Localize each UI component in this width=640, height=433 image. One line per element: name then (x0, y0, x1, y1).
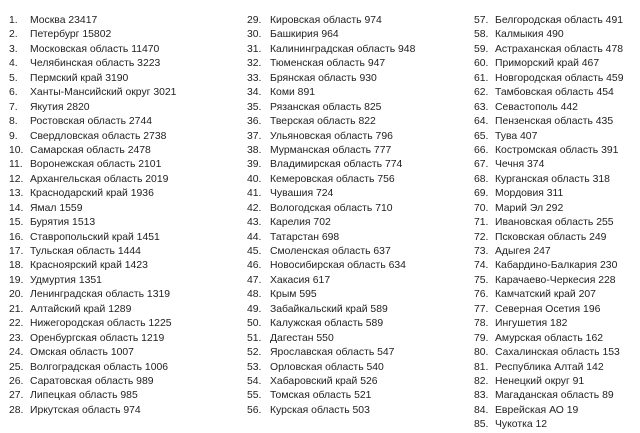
list-item (474, 101, 640, 115)
list-item-number: 59. (474, 43, 489, 55)
list-item (247, 101, 472, 115)
list-item (247, 202, 472, 216)
list-item-number: 75. (474, 274, 489, 286)
list-item-text: Ростовская область 2744 (30, 116, 153, 128)
list-item (9, 375, 239, 389)
list-item-text: Белгородская область 491 (495, 15, 624, 26)
list-item-text: Ульяновская область 796 (270, 130, 393, 142)
list-item-number: 36. (247, 116, 262, 128)
list-item (9, 317, 239, 331)
list-item (9, 288, 239, 302)
list-item-number: 81. (474, 361, 489, 373)
list-item-text: Омская область 1007 (30, 347, 134, 359)
list-item (474, 389, 640, 403)
list-item-number: 17. (9, 246, 24, 257)
ranking-column-1 (9, 14, 239, 418)
list-item (247, 130, 472, 144)
list-item-text: Тамбовская область 454 (495, 87, 614, 99)
list-item-number: 9. (9, 130, 18, 142)
list-item-number: 71. (474, 217, 489, 229)
list-item-text: Республика Алтай 142 (495, 361, 604, 373)
list-item-number: 47. (247, 274, 262, 286)
list-item-text: Хабаровский край 526 (270, 375, 378, 387)
list-item-text: Брянская область 930 (270, 72, 377, 84)
list-item (9, 259, 239, 273)
list-item-text: Рязанская область 825 (270, 101, 382, 113)
list-item-number: 68. (474, 173, 489, 185)
list-item-text: Удмуртия 1351 (30, 274, 102, 286)
list-item-number: 82. (474, 375, 489, 387)
list-item (247, 332, 472, 346)
list-item-number: 80. (474, 347, 489, 359)
list-item-number: 12. (9, 173, 24, 185)
list-item-text: Курганская область 318 (495, 173, 610, 185)
list-item-number: 22. (9, 318, 24, 330)
list-item-number: 84. (474, 404, 489, 416)
list-item-number: 64. (474, 116, 489, 128)
list-item-number: 78. (474, 318, 489, 330)
list-item-text: Камчатский край 207 (495, 289, 596, 301)
list-item-number: 70. (474, 202, 489, 214)
list-item (9, 346, 239, 360)
list-item-number: 4. (9, 58, 18, 70)
list-item (9, 115, 239, 129)
list-item (474, 346, 640, 360)
list-item (247, 187, 472, 201)
list-item-number: 51. (247, 332, 262, 344)
list-item-text: Якутия 2820 (30, 101, 90, 113)
list-item-text: Новосибирская область 634 (270, 260, 406, 272)
list-item-text: Вологодская область 710 (270, 202, 393, 214)
list-item-text: Марий Эл 292 (495, 202, 564, 214)
list-item (247, 404, 472, 418)
list-item-number: 56. (247, 404, 262, 416)
list-item-text: Карачаево-Черкесия 228 (495, 274, 616, 286)
list-item-number: 30. (247, 29, 262, 41)
list-item-number: 15. (9, 217, 24, 229)
list-item-text: Сахалинская область 153 (495, 347, 620, 359)
list-item (9, 404, 239, 418)
list-item (247, 43, 472, 57)
list-item (474, 418, 640, 432)
list-item-number: 18. (9, 260, 24, 272)
list-item-number: 57. (474, 15, 489, 26)
list-item-number: 11. (9, 159, 23, 171)
list-item (9, 389, 239, 403)
list-item-number: 77. (474, 303, 489, 315)
list-item-text: Новгородская область 459 (495, 72, 624, 84)
list-item-number: 38. (247, 144, 262, 156)
list-item (247, 144, 472, 158)
list-item-number: 67. (474, 159, 489, 171)
list-item (247, 216, 472, 230)
list-item (474, 202, 640, 216)
list-item-number: 3. (9, 43, 18, 55)
list-item-number: 53. (247, 361, 262, 373)
list-item-text: Севастополь 442 (495, 101, 578, 113)
list-item-number: 27. (9, 390, 24, 402)
list-item-text: Петербург 15802 (30, 29, 112, 41)
list-item (9, 101, 239, 115)
list-item-text: Тверская область 822 (270, 116, 376, 128)
list-item-number: 66. (474, 144, 489, 156)
list-item-number: 21. (9, 303, 24, 315)
list-item (9, 303, 239, 317)
ranking-column-2 (247, 14, 472, 418)
list-item-number: 44. (247, 231, 262, 243)
list-item-text: Липецкая область 985 (30, 390, 138, 402)
list-item (474, 86, 640, 100)
list-item (474, 158, 640, 172)
list-item-text: Адыгея 247 (495, 246, 551, 257)
list-item (9, 158, 239, 172)
list-item-text: Иркутская область 974 (30, 404, 141, 416)
list-item (247, 28, 472, 42)
list-item-text: Мурманская область 777 (270, 144, 392, 156)
list-item-text: Самарская область 2478 (30, 144, 151, 156)
list-item-number: 25. (9, 361, 24, 373)
list-item-number: 5. (9, 72, 18, 84)
list-item (9, 216, 239, 230)
list-item-number: 37. (247, 130, 262, 142)
list-item-number: 50. (247, 318, 262, 330)
list-item-text: Тюменская область 947 (270, 58, 386, 70)
list-item (474, 303, 640, 317)
ranking-column-3 (474, 14, 640, 433)
list-item-text: Красноярский край 1423 (30, 260, 148, 272)
list-item (474, 43, 640, 57)
list-item-number: 40. (247, 173, 262, 185)
list-item-text: Карелия 702 (270, 217, 331, 229)
list-item-number: 69. (474, 188, 489, 200)
list-item-text: Томская область 521 (270, 390, 372, 402)
list-item (474, 173, 640, 187)
list-item-text: Свердловская область 2738 (30, 130, 167, 142)
list-item-number: 39. (247, 159, 262, 171)
list-item-text: Дагестан 550 (270, 332, 334, 344)
list-item-number: 24. (9, 347, 24, 359)
list-item (247, 288, 472, 302)
list-item (9, 245, 239, 259)
list-item-text: Московская область 11470 (30, 43, 160, 55)
list-item (474, 375, 640, 389)
list-item-text: Северная Осетия 196 (495, 303, 601, 315)
list-item-number: 85. (474, 419, 489, 431)
list-item-number: 54. (247, 375, 262, 387)
list-item-text: Ингушетия 182 (495, 318, 568, 330)
list-item-number: 72. (474, 231, 489, 243)
list-item (247, 361, 472, 375)
list-item-number: 60. (474, 58, 489, 70)
list-item (474, 332, 640, 346)
list-item-number: 35. (247, 101, 262, 113)
list-item (9, 173, 239, 187)
list-item-text: Приморский край 467 (495, 58, 600, 70)
list-item (9, 14, 239, 28)
list-item-number: 76. (474, 289, 489, 301)
list-item (9, 72, 239, 86)
list-item-text: Коми 891 (270, 87, 316, 99)
list-item-number: 48. (247, 289, 262, 301)
list-item-text: Чукотка 12 (495, 419, 548, 431)
list-item (474, 130, 640, 144)
list-item-number: 63. (474, 101, 489, 113)
list-item-number: 29. (247, 15, 262, 26)
list-item (474, 317, 640, 331)
list-item (247, 375, 472, 389)
list-item (474, 245, 640, 259)
list-item-text: Ивановская область 255 (495, 217, 614, 229)
list-item (247, 86, 472, 100)
list-item-text: Забайкальский край 589 (270, 303, 388, 315)
list-item (9, 274, 239, 288)
list-item-text: Алтайский край 1289 (30, 303, 132, 315)
list-item-number: 8. (9, 116, 18, 128)
list-item (9, 130, 239, 144)
list-item (9, 361, 239, 375)
list-item (247, 231, 472, 245)
list-item-text: Кабардино-Балкария 230 (495, 260, 618, 272)
list-item-text: Астраханская область 478 (495, 43, 623, 55)
list-item (474, 72, 640, 86)
list-item-number: 19. (9, 274, 24, 286)
list-item-text: Кемеровская область 756 (270, 173, 395, 185)
list-item (9, 28, 239, 42)
list-item-text: Калмыкия 490 (495, 29, 564, 41)
list-item (474, 274, 640, 288)
list-item-number: 83. (474, 390, 489, 402)
list-item (474, 216, 640, 230)
list-item-text: Пермский край 3190 (30, 72, 129, 84)
list-item-text: Архангельская область 2019 (30, 173, 169, 185)
list-item-number: 58. (474, 29, 489, 41)
list-item-text: Ямал 1559 (30, 202, 83, 214)
list-item-text: Ярославская область 547 (270, 347, 395, 359)
list-item (247, 245, 472, 259)
list-item-text: Саратовская область 989 (30, 375, 154, 387)
list-item (247, 14, 472, 28)
list-item-text: Чувашия 724 (270, 188, 334, 200)
list-item-number: 45. (247, 246, 262, 257)
list-item (474, 115, 640, 129)
list-item-number: 6. (9, 87, 18, 99)
list-item-text: Хакасия 617 (270, 274, 331, 286)
list-item-number: 10. (9, 144, 24, 156)
list-item-text: Москва 23417 (30, 15, 98, 26)
list-item-number: 34. (247, 87, 262, 99)
list-item-text: Калужская область 589 (270, 318, 384, 330)
list-item (474, 187, 640, 201)
list-item-text: Костромская область 391 (495, 144, 619, 156)
list-item-number: 46. (247, 260, 262, 272)
list-item-text: Ненецкий округ 91 (495, 375, 585, 387)
list-item-text: Башкирия 964 (270, 29, 339, 41)
list-item (9, 86, 239, 100)
list-item (9, 202, 239, 216)
list-item-text: Тульская область 1444 (30, 246, 141, 257)
list-item-number: 31. (247, 43, 262, 55)
list-item (9, 231, 239, 245)
list-item-text: Татарстан 698 (270, 231, 340, 243)
list-item-number: 14. (9, 202, 24, 214)
list-item-number: 49. (247, 303, 262, 315)
list-item-text: Еврейская АО 19 (495, 404, 579, 416)
list-item-number: 79. (474, 332, 489, 344)
list-item (9, 187, 239, 201)
list-item-number: 52. (247, 347, 262, 359)
list-item-number: 2. (9, 29, 18, 41)
list-item-number: 23. (9, 332, 24, 344)
list-item-text: Ленинградская область 1319 (30, 289, 171, 301)
list-item-number: 7. (9, 101, 18, 113)
list-item (474, 28, 640, 42)
list-item (247, 317, 472, 331)
list-item-text: Курская область 503 (270, 404, 370, 416)
list-item-number: 61. (474, 72, 489, 84)
list-item-number: 1. (9, 15, 18, 26)
list-item-text: Мордовия 311 (495, 188, 564, 200)
list-item-text: Орловская область 540 (270, 361, 384, 373)
list-item-number: 74. (474, 260, 489, 272)
list-item (474, 57, 640, 71)
list-item-text: Бурятия 1513 (30, 217, 96, 229)
list-item-number: 28. (9, 404, 24, 416)
list-item-number: 33. (247, 72, 262, 84)
list-item-text: Амурская область 162 (495, 332, 604, 344)
list-item-text: Тува 407 (495, 130, 538, 142)
list-item (247, 173, 472, 187)
list-item (247, 115, 472, 129)
list-item-number: 62. (474, 87, 489, 99)
list-item-number: 20. (9, 289, 24, 301)
list-item (247, 158, 472, 172)
list-item-text: Ставропольский край 1451 (30, 231, 160, 243)
list-item-number: 42. (247, 202, 262, 214)
list-item (9, 43, 239, 57)
list-item-number: 43. (247, 217, 262, 229)
list-item (247, 346, 472, 360)
list-item-text: Крым 595 (270, 289, 317, 301)
list-item-text: Оренбургская область 1219 (30, 332, 165, 344)
list-item (247, 389, 472, 403)
list-item-number: 55. (247, 390, 262, 402)
list-item (247, 274, 472, 288)
list-item (247, 303, 472, 317)
list-item-text: Краснодарский край 1936 (30, 188, 154, 200)
list-item (474, 14, 640, 28)
list-item-text: Челябинская область 3223 (30, 58, 161, 70)
list-item (247, 72, 472, 86)
list-item (474, 259, 640, 273)
list-item-text: Владимирская область 774 (270, 159, 403, 171)
list-item (9, 332, 239, 346)
list-item (474, 144, 640, 158)
list-item (474, 288, 640, 302)
list-item (474, 404, 640, 418)
list-item (9, 57, 239, 71)
list-item-text: Воронежская область 2101 (30, 159, 162, 171)
list-item-text: Магаданская область 89 (495, 390, 614, 402)
list-item (247, 57, 472, 71)
list-item-text: Пензенская область 435 (495, 116, 614, 128)
list-item-text: Волгоградская область 1006 (30, 361, 169, 373)
list-item-number: 41. (247, 188, 262, 200)
list-item-number: 26. (9, 375, 24, 387)
list-item-text: Кировская область 974 (270, 15, 382, 26)
list-item-text: Смоленская область 637 (270, 246, 391, 257)
list-item (247, 259, 472, 273)
list-item-text: Ханты-Мансийский округ 3021 (30, 87, 177, 99)
list-item (474, 231, 640, 245)
list-item-number: 16. (9, 231, 24, 243)
list-item-number: 32. (247, 58, 262, 70)
list-item (474, 361, 640, 375)
list-item (9, 144, 239, 158)
list-item-number: 73. (474, 246, 489, 257)
list-item-text: Псковская область 249 (495, 231, 607, 243)
list-item-text: Чечня 374 (495, 159, 545, 171)
list-item-number: 13. (9, 188, 24, 200)
list-item-number: 65. (474, 130, 489, 142)
list-item-text: Калининградская область 948 (270, 43, 416, 55)
list-item-text: Нижегородская область 1225 (30, 318, 172, 330)
